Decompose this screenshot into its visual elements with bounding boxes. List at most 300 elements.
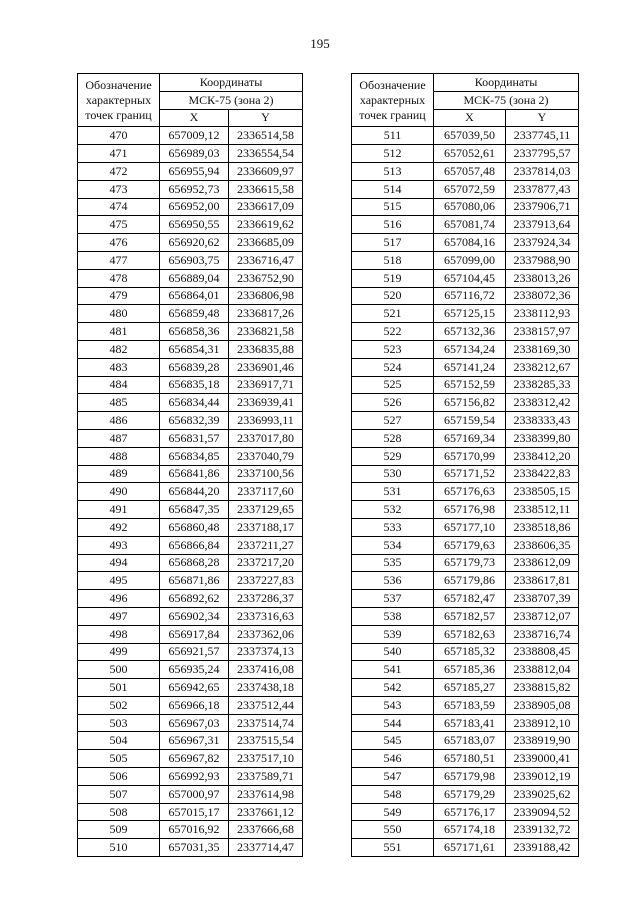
x-coordinate: 657141,24: [434, 358, 506, 376]
y-coordinate: 2337714,47: [229, 839, 303, 857]
point-number: 493: [78, 536, 160, 554]
header-label-line: точек границ: [85, 107, 152, 122]
point-number: 503: [78, 714, 160, 732]
y-coordinate: 2338399,80: [506, 429, 579, 447]
point-number: 502: [78, 696, 160, 714]
x-coordinate: 656834,85: [160, 447, 229, 465]
y-coordinate: 2337129,65: [229, 501, 303, 519]
y-coordinate: 2338912,10: [506, 714, 579, 732]
x-coordinate: 657116,72: [434, 287, 506, 305]
x-coordinate: 656859,48: [160, 305, 229, 323]
point-number: 522: [352, 323, 434, 341]
x-coordinate: 657176,17: [434, 803, 506, 821]
x-coordinate: 656844,20: [160, 483, 229, 501]
point-number: 475: [78, 216, 160, 234]
x-coordinate: 656952,73: [160, 180, 229, 198]
y-coordinate: 2338905,08: [506, 696, 579, 714]
y-coordinate: 2336615,58: [229, 180, 303, 198]
x-coordinate: 656921,57: [160, 643, 229, 661]
header-x: X: [160, 109, 229, 127]
point-number: 534: [352, 536, 434, 554]
point-number: 488: [78, 447, 160, 465]
y-coordinate: 2338716,74: [506, 625, 579, 643]
y-coordinate: 2337589,71: [229, 768, 303, 786]
point-number: 528: [352, 429, 434, 447]
x-coordinate: 656955,94: [160, 162, 229, 180]
header-coordinates-title: [160, 74, 303, 92]
point-number: 487: [78, 429, 160, 447]
x-coordinate: 656942,65: [160, 679, 229, 697]
point-number: 527: [352, 412, 434, 430]
table-row: [78, 803, 303, 821]
x-coordinate: 657183,07: [434, 732, 506, 750]
x-coordinate: 656858,36: [160, 323, 229, 341]
x-coordinate: 657081,74: [434, 216, 506, 234]
x-coordinate: 657179,86: [434, 572, 506, 590]
table-row: [352, 180, 579, 198]
y-coordinate: 2338612,09: [506, 554, 579, 572]
table-row: [352, 501, 579, 519]
table-row: [352, 234, 579, 252]
header-coordinates-title: [434, 74, 579, 92]
point-number: 504: [78, 732, 160, 750]
table-row: [352, 162, 579, 180]
table-row: [78, 162, 303, 180]
y-coordinate: 2338505,15: [506, 483, 579, 501]
table-row: [352, 785, 579, 803]
x-coordinate: 657182,47: [434, 590, 506, 608]
table-row: [352, 465, 579, 483]
x-coordinate: 657174,18: [434, 821, 506, 839]
header-label-line: Обозначение: [359, 77, 426, 92]
table-row: [352, 198, 579, 216]
y-coordinate: 2338815,82: [506, 679, 579, 697]
table-row: [78, 732, 303, 750]
y-coordinate: 2336993,11: [229, 412, 303, 430]
y-coordinate: 2339094,52: [506, 803, 579, 821]
y-coordinate: 2336716,47: [229, 251, 303, 269]
x-coordinate: 657176,98: [434, 501, 506, 519]
x-coordinate: 657183,41: [434, 714, 506, 732]
table-row: [78, 554, 303, 572]
y-coordinate: 2337795,57: [506, 145, 579, 163]
table-row: [78, 340, 303, 358]
page-number: 195: [310, 36, 330, 51]
x-coordinate: 657185,36: [434, 661, 506, 679]
x-coordinate: 656847,35: [160, 501, 229, 519]
point-number: 549: [352, 803, 434, 821]
table-row: [352, 643, 579, 661]
table-row: [352, 803, 579, 821]
y-coordinate: 2338707,39: [506, 590, 579, 608]
point-number: 516: [352, 216, 434, 234]
y-coordinate: 2337117,60: [229, 483, 303, 501]
point-number: 508: [78, 803, 160, 821]
table-row: [352, 358, 579, 376]
table-row: [352, 518, 579, 536]
table-row: [78, 447, 303, 465]
point-number: 536: [352, 572, 434, 590]
y-coordinate: 2338812,04: [506, 661, 579, 679]
table-row: [78, 768, 303, 786]
y-coordinate: 2336821,58: [229, 323, 303, 341]
table-row: [78, 607, 303, 625]
coordinates-table-right: [351, 73, 579, 857]
y-coordinate: 2338617,81: [506, 572, 579, 590]
y-coordinate: 2337745,11: [506, 127, 579, 145]
x-coordinate: 657179,29: [434, 785, 506, 803]
y-coordinate: 2337614,98: [229, 785, 303, 803]
y-coordinate: 2337517,10: [229, 750, 303, 768]
point-number: 525: [352, 376, 434, 394]
y-coordinate: 2337913,64: [506, 216, 579, 234]
y-coordinate: 2337666,68: [229, 821, 303, 839]
point-number: 541: [352, 661, 434, 679]
x-coordinate: 657009,12: [160, 127, 229, 145]
x-coordinate: 657104,45: [434, 269, 506, 287]
y-coordinate: 2337814,03: [506, 162, 579, 180]
table-row: [78, 234, 303, 252]
table-row: [352, 287, 579, 305]
x-coordinate: 657185,32: [434, 643, 506, 661]
point-number: 478: [78, 269, 160, 287]
y-coordinate: 2336609,97: [229, 162, 303, 180]
y-coordinate: 2338712,07: [506, 607, 579, 625]
y-coordinate: 2337374,13: [229, 643, 303, 661]
table-row: [352, 661, 579, 679]
table-row: [352, 394, 579, 412]
y-coordinate: 2336752,90: [229, 269, 303, 287]
y-coordinate: 2339025,62: [506, 785, 579, 803]
table-row: [78, 590, 303, 608]
point-number: 490: [78, 483, 160, 501]
table-row: [352, 429, 579, 447]
point-number: 511: [352, 127, 434, 145]
point-number: 497: [78, 607, 160, 625]
y-coordinate: 2337017,80: [229, 429, 303, 447]
x-coordinate: 656889,04: [160, 269, 229, 287]
header-label-line: точек границ: [359, 107, 426, 122]
y-coordinate: 2337286,37: [229, 590, 303, 608]
table-row: [352, 714, 579, 732]
y-coordinate: 2339000,41: [506, 750, 579, 768]
x-coordinate: 657171,61: [434, 839, 506, 857]
x-coordinate: 657152,59: [434, 376, 506, 394]
table-row: [352, 269, 579, 287]
y-coordinate: 2338212,67: [506, 358, 579, 376]
x-coordinate: 657182,63: [434, 625, 506, 643]
table-row: [78, 358, 303, 376]
point-number: 485: [78, 394, 160, 412]
y-coordinate: 2337512,44: [229, 696, 303, 714]
y-coordinate: 2336901,46: [229, 358, 303, 376]
point-number: 484: [78, 376, 160, 394]
point-number: 505: [78, 750, 160, 768]
x-coordinate: 656989,03: [160, 145, 229, 163]
y-coordinate: 2338013,26: [506, 269, 579, 287]
header-y: Y: [229, 109, 303, 127]
header-coordinate-system: [434, 91, 579, 109]
x-coordinate: 657177,10: [434, 518, 506, 536]
y-coordinate: 2337661,12: [229, 803, 303, 821]
table-row: [78, 483, 303, 501]
table-row: [78, 376, 303, 394]
table-row: [352, 750, 579, 768]
y-coordinate: 2337515,54: [229, 732, 303, 750]
header-coords-line1: Координаты: [474, 74, 538, 89]
y-coordinate: 2337514,74: [229, 714, 303, 732]
x-coordinate: 657031,35: [160, 839, 229, 857]
header-coords-line2: МСК-75 (зона 2): [188, 92, 274, 107]
x-coordinate: 656967,03: [160, 714, 229, 732]
x-coordinate: 656835,18: [160, 376, 229, 394]
table-row: [78, 661, 303, 679]
y-coordinate: 2337100,56: [229, 465, 303, 483]
table-row: [78, 714, 303, 732]
table-row: [352, 412, 579, 430]
point-number: 495: [78, 572, 160, 590]
table-row: [78, 465, 303, 483]
y-coordinate: 2337362,06: [229, 625, 303, 643]
table-row: [78, 216, 303, 234]
y-coordinate: 2336939,41: [229, 394, 303, 412]
point-number: 477: [78, 251, 160, 269]
point-number: 545: [352, 732, 434, 750]
y-coordinate: 2337438,18: [229, 679, 303, 697]
y-coordinate: 2336617,09: [229, 198, 303, 216]
table-row: [78, 145, 303, 163]
x-coordinate: 656864,01: [160, 287, 229, 305]
table-row: [352, 572, 579, 590]
table-row: [352, 821, 579, 839]
x-coordinate: 657170,99: [434, 447, 506, 465]
y-coordinate: 2337988,90: [506, 251, 579, 269]
x-coordinate: 656966,18: [160, 696, 229, 714]
table-row: [78, 287, 303, 305]
y-coordinate: 2338606,35: [506, 536, 579, 554]
table-row: [352, 305, 579, 323]
y-coordinate: 2336619,62: [229, 216, 303, 234]
x-coordinate: 657182,57: [434, 607, 506, 625]
table-row: [352, 216, 579, 234]
y-coordinate: 2339188,42: [506, 839, 579, 857]
table-row: [78, 839, 303, 857]
point-number: 507: [78, 785, 160, 803]
y-coordinate: 2336806,98: [229, 287, 303, 305]
x-coordinate: 656917,84: [160, 625, 229, 643]
table-row: [352, 696, 579, 714]
point-number: 496: [78, 590, 160, 608]
header-y: Y: [506, 109, 579, 127]
point-number: 483: [78, 358, 160, 376]
y-coordinate: 2338333,43: [506, 412, 579, 430]
table-row: [78, 536, 303, 554]
y-coordinate: 2337906,71: [506, 198, 579, 216]
table-row: [78, 821, 303, 839]
point-number: 517: [352, 234, 434, 252]
x-coordinate: 656992,93: [160, 768, 229, 786]
x-coordinate: 657099,00: [434, 251, 506, 269]
header-label-line: характерных: [85, 92, 152, 107]
point-number: 519: [352, 269, 434, 287]
table-row: [352, 323, 579, 341]
point-number: 506: [78, 768, 160, 786]
y-coordinate: 2336514,58: [229, 127, 303, 145]
table-row: [78, 180, 303, 198]
point-number: 480: [78, 305, 160, 323]
table-row: [78, 518, 303, 536]
point-number: 500: [78, 661, 160, 679]
table-row: [78, 394, 303, 412]
y-coordinate: 2336554,54: [229, 145, 303, 163]
table-row: [352, 625, 579, 643]
table-body-right: [352, 127, 579, 857]
point-number: 544: [352, 714, 434, 732]
header-coords-line1: Координаты: [199, 74, 263, 89]
table-row: [352, 145, 579, 163]
y-coordinate: 2336817,26: [229, 305, 303, 323]
header-point-label: [78, 74, 160, 127]
table-row: [78, 198, 303, 216]
point-number: 540: [352, 643, 434, 661]
table-row: [78, 785, 303, 803]
table-row: [352, 251, 579, 269]
x-coordinate: 657179,63: [434, 536, 506, 554]
point-number: 489: [78, 465, 160, 483]
table-row: [352, 554, 579, 572]
x-coordinate: 656841,86: [160, 465, 229, 483]
x-coordinate: 656868,28: [160, 554, 229, 572]
point-number: 524: [352, 358, 434, 376]
table-row: [78, 127, 303, 145]
x-coordinate: 657000,97: [160, 785, 229, 803]
point-number: 526: [352, 394, 434, 412]
point-number: 512: [352, 145, 434, 163]
y-coordinate: 2336685,09: [229, 234, 303, 252]
point-number: 476: [78, 234, 160, 252]
header-coordinate-system: [160, 91, 303, 109]
header-x: X: [434, 109, 506, 127]
point-number: 510: [78, 839, 160, 857]
y-coordinate: 2338512,11: [506, 501, 579, 519]
x-coordinate: 657072,59: [434, 180, 506, 198]
y-coordinate: 2337877,43: [506, 180, 579, 198]
x-coordinate: 657134,24: [434, 340, 506, 358]
point-number: 473: [78, 180, 160, 198]
header-label-line: характерных: [359, 92, 426, 107]
x-coordinate: 656871,86: [160, 572, 229, 590]
y-coordinate: 2338919,90: [506, 732, 579, 750]
y-coordinate: 2338157,97: [506, 323, 579, 341]
x-coordinate: 657016,92: [160, 821, 229, 839]
table-row: [78, 750, 303, 768]
table-body-left: [78, 127, 303, 857]
point-number: 471: [78, 145, 160, 163]
point-number: 499: [78, 643, 160, 661]
x-coordinate: 657179,73: [434, 554, 506, 572]
y-coordinate: 2339012,19: [506, 768, 579, 786]
x-coordinate: 656903,75: [160, 251, 229, 269]
x-coordinate: 656950,55: [160, 216, 229, 234]
y-coordinate: 2337211,27: [229, 536, 303, 554]
x-coordinate: 657084,16: [434, 234, 506, 252]
table-row: [352, 127, 579, 145]
x-coordinate: 657057,48: [434, 162, 506, 180]
x-coordinate: 656952,00: [160, 198, 229, 216]
y-coordinate: 2338412,20: [506, 447, 579, 465]
point-number: 481: [78, 323, 160, 341]
y-coordinate: 2338072,36: [506, 287, 579, 305]
point-number: 515: [352, 198, 434, 216]
table-row: [352, 340, 579, 358]
point-number: 551: [352, 839, 434, 857]
point-number: 550: [352, 821, 434, 839]
y-coordinate: 2338518,86: [506, 518, 579, 536]
point-number: 479: [78, 287, 160, 305]
x-coordinate: 656967,31: [160, 732, 229, 750]
x-coordinate: 657183,59: [434, 696, 506, 714]
x-coordinate: 656832,39: [160, 412, 229, 430]
x-coordinate: 656967,82: [160, 750, 229, 768]
y-coordinate: 2337188,17: [229, 518, 303, 536]
point-number: 543: [352, 696, 434, 714]
table-row: [78, 572, 303, 590]
x-coordinate: 657080,06: [434, 198, 506, 216]
point-number: 474: [78, 198, 160, 216]
table-row: [352, 607, 579, 625]
x-coordinate: 657015,17: [160, 803, 229, 821]
x-coordinate: 657125,15: [434, 305, 506, 323]
table-row: [352, 839, 579, 857]
x-coordinate: 656866,84: [160, 536, 229, 554]
table-row: [352, 679, 579, 697]
point-number: 529: [352, 447, 434, 465]
x-coordinate: 656834,44: [160, 394, 229, 412]
point-number: 498: [78, 625, 160, 643]
x-coordinate: 657179,98: [434, 768, 506, 786]
point-number: 546: [352, 750, 434, 768]
point-number: 537: [352, 590, 434, 608]
table-row: [78, 625, 303, 643]
table-row: [352, 447, 579, 465]
point-number: 514: [352, 180, 434, 198]
point-number: 539: [352, 625, 434, 643]
x-coordinate: 657132,36: [434, 323, 506, 341]
table-row: [78, 251, 303, 269]
point-number: 531: [352, 483, 434, 501]
y-coordinate: 2337416,08: [229, 661, 303, 679]
point-number: 520: [352, 287, 434, 305]
x-coordinate: 657169,34: [434, 429, 506, 447]
x-coordinate: 656920,62: [160, 234, 229, 252]
y-coordinate: 2338112,93: [506, 305, 579, 323]
point-number: 533: [352, 518, 434, 536]
table-row: [78, 305, 303, 323]
point-number: 509: [78, 821, 160, 839]
x-coordinate: 657176,63: [434, 483, 506, 501]
table-row: [78, 269, 303, 287]
x-coordinate: 656902,34: [160, 607, 229, 625]
point-number: 523: [352, 340, 434, 358]
table-row: [78, 679, 303, 697]
x-coordinate: 657156,82: [434, 394, 506, 412]
point-number: 542: [352, 679, 434, 697]
table-row: [352, 768, 579, 786]
point-number: 518: [352, 251, 434, 269]
y-coordinate: 2337227,83: [229, 572, 303, 590]
y-coordinate: 2337316,63: [229, 607, 303, 625]
table-row: [78, 696, 303, 714]
